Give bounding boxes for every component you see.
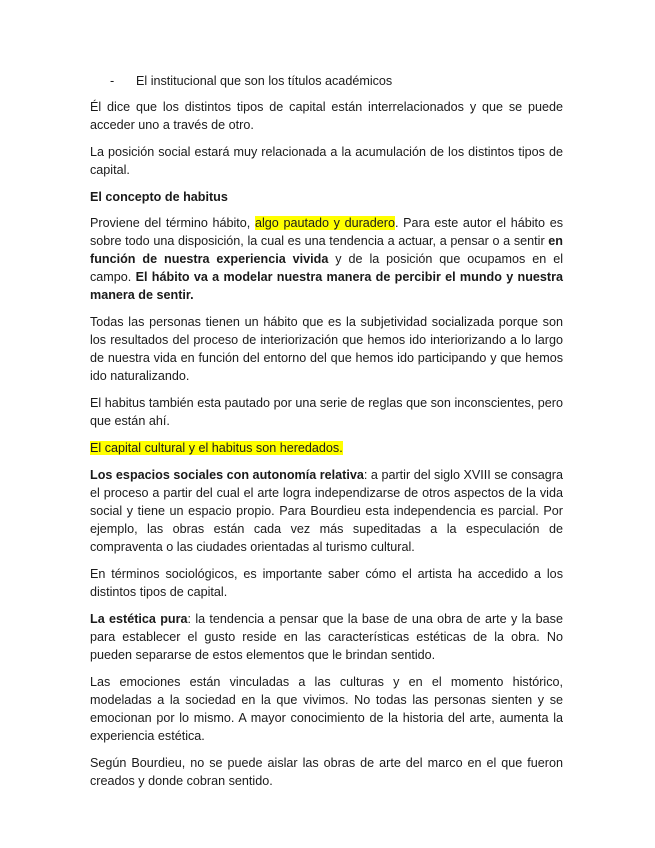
highlighted-text: algo pautado y duradero (254, 216, 395, 230)
list-item (90, 72, 563, 90)
bold-text: en función de nuestra experiencia vivida (90, 234, 563, 266)
paragraph-inherited (90, 439, 563, 457)
paragraph-subjectivity: Todas las personas tienen un hábito que es la subjetividad socializada porque son los resultados del proceso de interiorización que hemos ido interiorizando a lo largo de nuestra vida en función del entorno del que hemos ido participando y que hemos ido naturalizando. (90, 315, 563, 383)
paragraph-capital-interrelated: Él dice que los distintos tipos de capital están interrelacionados y que se puede acceder uno a través de otro. (90, 100, 563, 132)
text-segment: : la tendencia a pensar que la base de una obra de arte y la base para establecer el gusto reside en las características estéticas de la obra. No pueden separarse de estos elementos que le brindan sentido. (90, 612, 563, 662)
paragraph-habitus-definition (90, 214, 563, 304)
list-dash: - (110, 74, 115, 88)
paragraph-sociological-terms: En términos sociológicos, es importante saber cómo el artista ha accedido a los distintos tipos de capital. (90, 567, 563, 599)
paragraph-emotions: Las emociones están vinculadas a las culturas y en el momento histórico, modeladas a la sociedad en la que vivimos. No todas las personas sienten y se emocionan por lo mismo. A mayor conocimiento de la historia del arte, aumenta la experiencia estética. (90, 675, 563, 743)
highlighted-text: El capital cultural y el habitus son heredados. (90, 441, 343, 455)
text-segment: y de la posición que ocupamos en el campo. (90, 252, 564, 284)
paragraph-social-position: La posición social estará muy relacionada a la acumulación de los distintos tipos de capital. (90, 145, 563, 177)
paragraph-unconscious-rules: El habitus también esta pautado por una serie de reglas que son inconscientes, pero que están ahí. (90, 396, 563, 428)
text-segment: : a partir del siglo XVIII se consagra el proceso a partir del cual el arte logra independizarse de otros aspectos de la vida social y tiene un espacio propio. Para Bourdieu esta independencia es parcial. Por ejemplo, las obras están cada vez más supeditadas a la especulación de compraventa o las ciudades orientadas al turismo cultural. (90, 468, 563, 554)
bold-text: La estética pura (90, 612, 188, 626)
bold-text: Los espacios sociales con autonomía relativa (90, 468, 364, 482)
text-segment: . Para este autor el hábito es sobre todo una disposición, la cual es una tendencia a actuar, a pensar o a sentir (90, 216, 563, 248)
heading-habitus: El concepto de habitus (90, 190, 228, 204)
list-item-text: El institucional que son los títulos académicos (136, 74, 393, 88)
paragraph-autonomy (90, 466, 563, 556)
bold-text: El hábito va a modelar nuestra manera de percibir el mundo y nuestra manera de sentir. (90, 270, 563, 302)
text-segment: Proviene del término hábito, (90, 216, 255, 230)
paragraph-bourdieu: Según Bourdieu, no se puede aislar las obras de arte del marco en el que fueron creados y donde cobran sentido. (90, 756, 563, 788)
paragraph-pure-aesthetics (90, 610, 563, 664)
